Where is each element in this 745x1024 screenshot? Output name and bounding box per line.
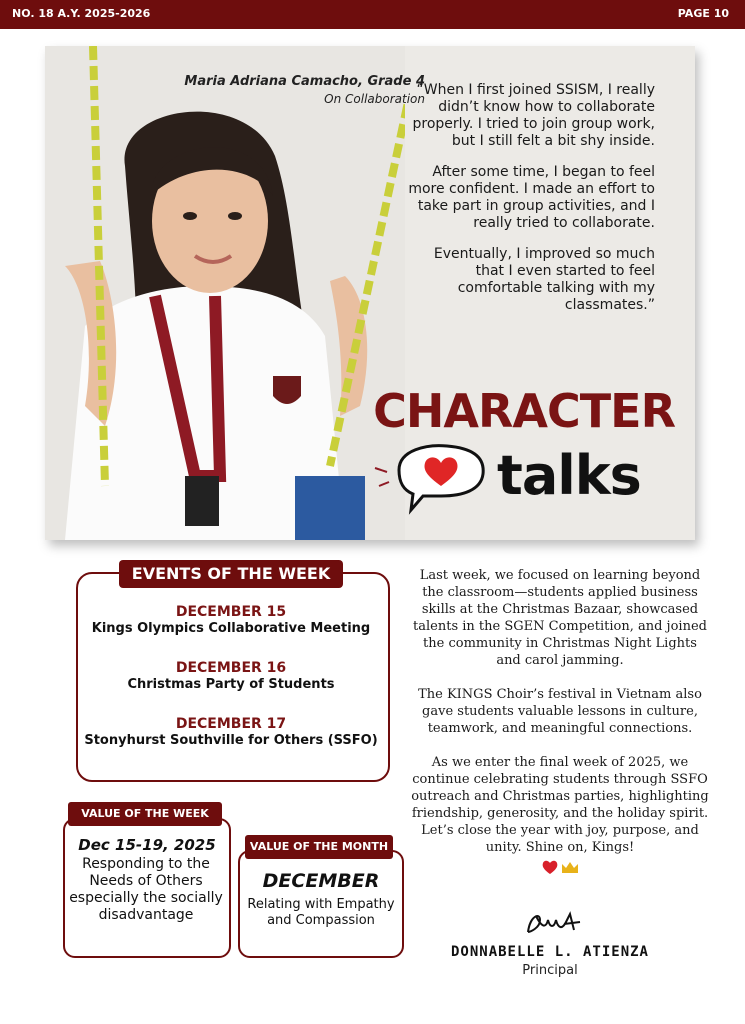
heart-bubble-icon (367, 430, 497, 516)
heart-crown-icon (541, 858, 581, 876)
signature (520, 908, 600, 938)
event-item (76, 604, 386, 636)
student-name: Maria Adriana Camacho, Grade 4 (184, 74, 425, 89)
value-month-name: DECEMBER (262, 870, 380, 892)
character-title: CHARACTER (373, 384, 675, 438)
student-topic: On Collaboration (324, 92, 425, 106)
event-item (76, 716, 386, 748)
feature-card (45, 46, 695, 540)
principal-title: Principal (522, 963, 578, 978)
header-bar (0, 0, 745, 29)
event-name: Christmas Party of Students (127, 677, 335, 692)
events-heading: EVENTS OF THE WEEK (119, 560, 343, 588)
value-week-dates: Dec 15-19, 2025 (78, 836, 216, 854)
letter-paragraph: The KINGS Choir’s festival in Vietnam also gave students valuable lessons in culture, teamwork, and meaningful connections. (418, 687, 702, 736)
talks-title: talks (497, 444, 641, 507)
issue-number: NO. 18 A.Y. 2025-2026 (12, 7, 151, 20)
value-month-heading: VALUE OF THE MONTH (245, 835, 393, 859)
student-photo (45, 46, 405, 540)
event-name: Kings Olympics Collaborative Meeting (91, 621, 371, 636)
letter-paragraph: Last week, we focused on learning beyond the classroom—students applied business skills at the Christmas Bazaar, showcased talents in the SGEN Competition, and joined the community in Christmas Night Lights and carol jamming. (413, 568, 707, 668)
event-item (76, 660, 386, 692)
value-week-text: Responding to the Needs of Others especially the socially disadvantage (69, 856, 223, 923)
value-month-text: Relating with Empathy and Compassion (247, 897, 395, 928)
principal-name: DONNABELLE L. ATIENZA (450, 944, 649, 960)
student-quote (405, 82, 655, 328)
event-name: Stonyhurst Southville for Others (SSFO) (84, 733, 378, 748)
value-week-heading: VALUE OF THE WEEK (68, 802, 222, 826)
page-number: PAGE 10 (677, 7, 729, 20)
letter-paragraph: As we enter the final week of 2025, we continue celebrating students through SSFO outreach and Christmas parties, highlighting friendship, generosity, and the holiday spirit. Let’s close the year with joy, purpose, and unity. Shine on, Kings! (411, 755, 709, 855)
quote-paragraph: Eventually, I improved so much that I even started to feel comfortable talking with my classmates.” (433, 246, 655, 313)
event-date: DECEMBER 15 (175, 604, 287, 620)
quote-paragraph: “When I first joined SSISM, I really didn’t know how to collaborate properly. I tried to join group work, but I still felt a bit shy inside. (412, 82, 655, 149)
event-date: DECEMBER 16 (175, 660, 287, 676)
principal-letter (410, 567, 710, 873)
quote-paragraph: After some time, I began to feel more confident. I made an effort to take part in group activities, and I really tried to collaborate. (408, 164, 655, 231)
event-date: DECEMBER 17 (175, 716, 287, 732)
